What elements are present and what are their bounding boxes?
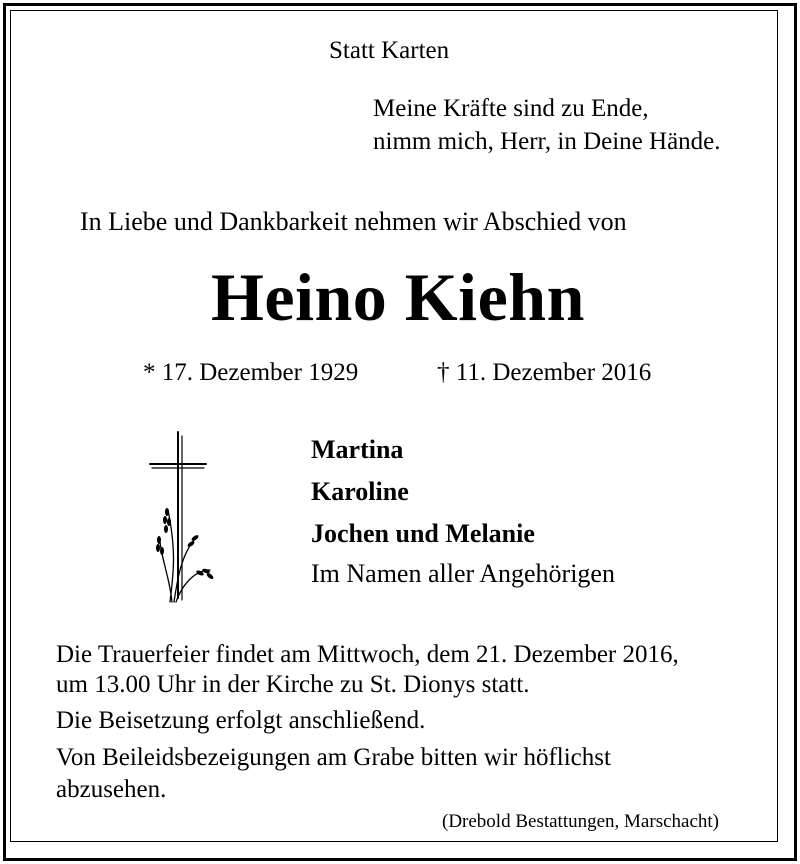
mourner-name: Karoline xyxy=(311,477,409,506)
verse-line-1: Meine Kräfte sind zu Ende, xyxy=(373,95,649,122)
condolence-line-1: Von Beileidsbezeigungen am Grabe bitten wir höflichst xyxy=(56,744,611,771)
mourners-closing: Im Namen aller Angehörigen xyxy=(311,559,615,588)
mourner-name: Jochen und Melanie xyxy=(311,519,535,548)
service-line-1: Die Trauerfeier findet am Mittwoch, dem 21. Dezember 2016, xyxy=(56,641,679,668)
condolence-line-2: abzusehen. xyxy=(56,776,167,803)
verse-line-2: nimm mich, Herr, in Deine Hände. xyxy=(373,128,721,155)
service-line-2: um 13.00 Uhr in der Kirche zu St. Dionys statt. xyxy=(56,671,530,698)
cross-with-wheat-icon xyxy=(148,430,218,605)
birth-date: * 17. Dezember 1929 xyxy=(143,359,359,386)
undertaker-credit: (Drebold Bestattungen, Marschacht) xyxy=(442,811,719,832)
deceased-name: Heino Kiehn xyxy=(211,259,585,335)
burial-line: Die Beisetzung erfolgt anschließend. xyxy=(56,707,426,734)
mourner-name: Martina xyxy=(311,435,404,464)
intro-line: In Liebe und Dankbarkeit nehmen wir Abschied von xyxy=(80,207,627,236)
statt-karten: Statt Karten xyxy=(329,37,450,64)
death-date: † 11. Dezember 2016 xyxy=(437,359,652,386)
